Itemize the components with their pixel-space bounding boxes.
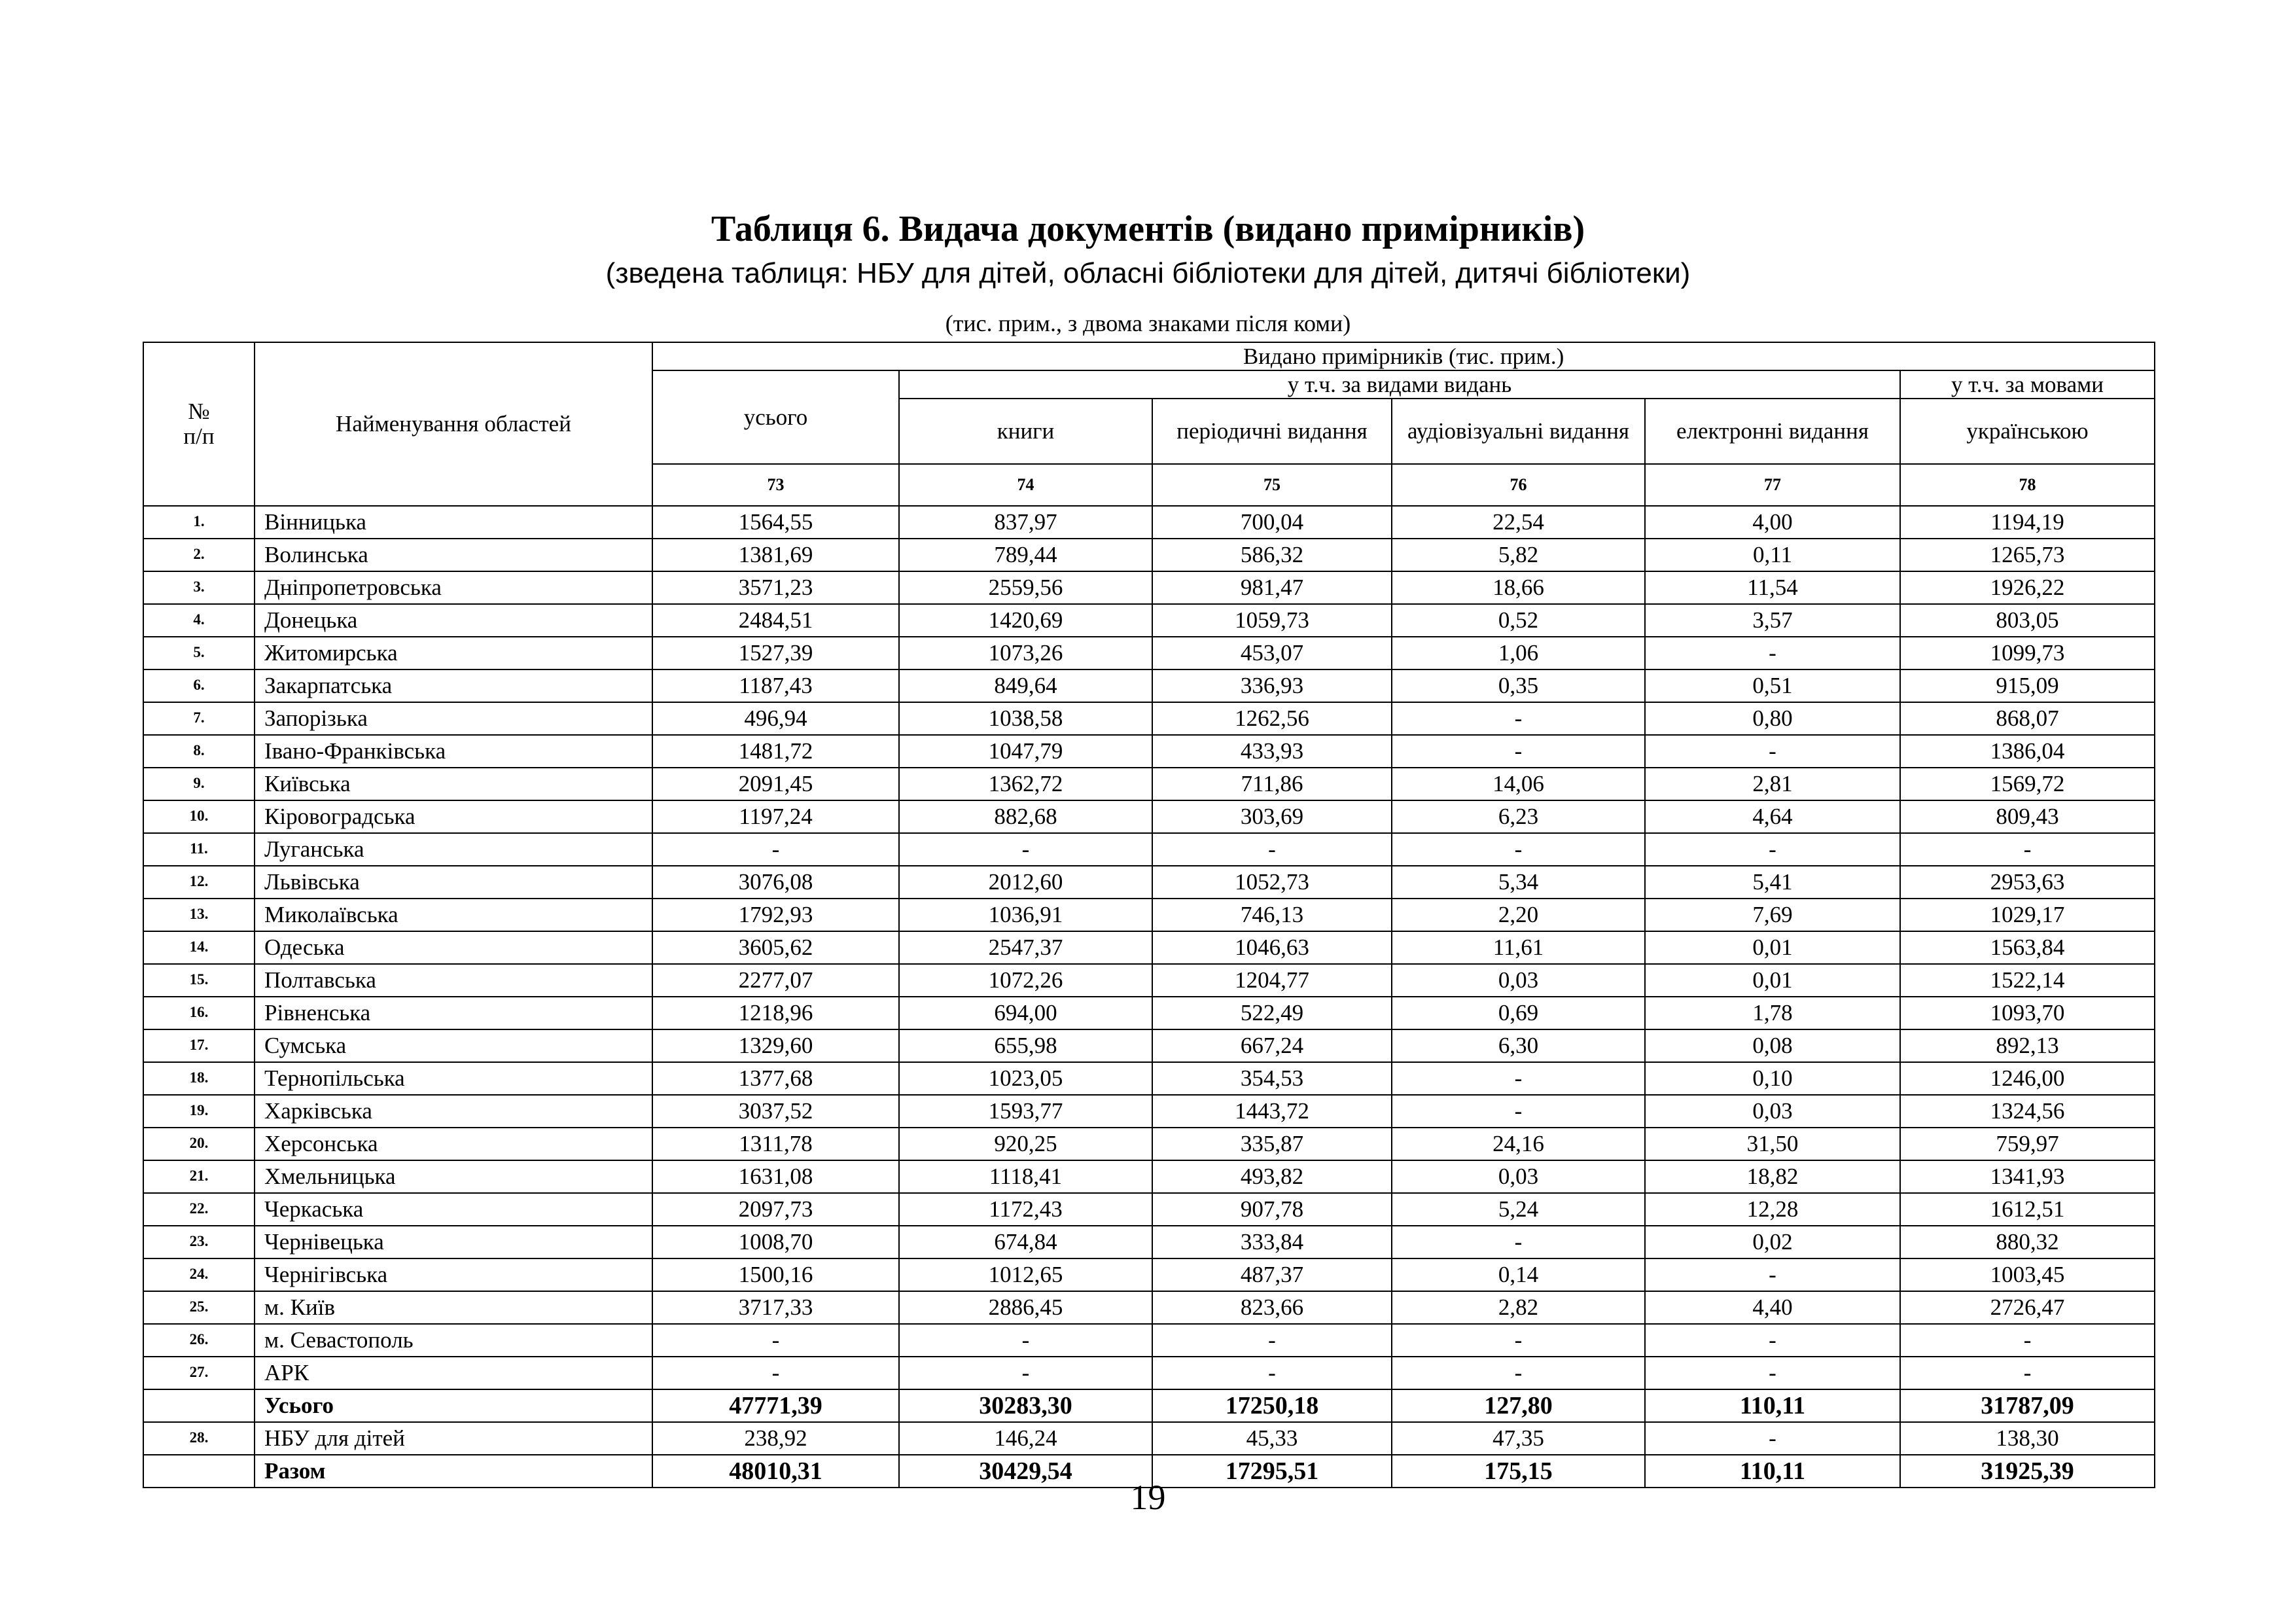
region-name: Рівненська — [255, 997, 652, 1029]
row-number: 18. — [143, 1062, 255, 1095]
value-cell: 1012,65 — [899, 1258, 1152, 1291]
value-cell: 1926,22 — [1900, 571, 2155, 604]
region-name: АРК — [255, 1357, 652, 1389]
value-cell: 759,97 — [1900, 1128, 2155, 1160]
row-number: 6. — [143, 669, 255, 702]
header-periodicals: періодичні видання — [1152, 399, 1392, 464]
value-cell: 303,69 — [1152, 800, 1392, 833]
value-cell: 0,01 — [1645, 931, 1900, 964]
value-cell: 24,16 — [1392, 1128, 1645, 1160]
value-cell: 880,32 — [1900, 1226, 2155, 1258]
value-cell: 1072,26 — [899, 964, 1152, 997]
value-cell: 45,33 — [1152, 1422, 1392, 1455]
value-cell: 789,44 — [899, 539, 1152, 571]
value-cell: 3717,33 — [652, 1291, 899, 1324]
table-row — [143, 1357, 2155, 1389]
region-name: Львівська — [255, 866, 652, 899]
table-row — [143, 506, 2155, 539]
value-cell: 11,61 — [1392, 931, 1645, 964]
region-name: Закарпатська — [255, 669, 652, 702]
value-cell: 0,02 — [1645, 1226, 1900, 1258]
value-cell: 981,47 — [1152, 571, 1392, 604]
table-row — [143, 735, 2155, 768]
value-cell: 127,80 — [1392, 1389, 1645, 1422]
value-cell: - — [1645, 1422, 1900, 1455]
value-cell: 0,35 — [1392, 669, 1645, 702]
value-cell: 7,69 — [1645, 899, 1900, 931]
value-cell: 1481,72 — [652, 735, 899, 768]
value-cell: 1197,24 — [652, 800, 899, 833]
region-name: Харківська — [255, 1095, 652, 1128]
region-name: Чернівецька — [255, 1226, 652, 1258]
value-cell: 138,30 — [1900, 1422, 2155, 1455]
value-cell: 882,68 — [899, 800, 1152, 833]
value-cell: 1386,04 — [1900, 735, 2155, 768]
value-cell: 2,20 — [1392, 899, 1645, 931]
value-cell: 1204,77 — [1152, 964, 1392, 997]
value-cell: - — [1645, 637, 1900, 669]
table-row — [143, 1062, 2155, 1095]
value-cell: 1194,19 — [1900, 506, 2155, 539]
value-cell: 2,82 — [1392, 1291, 1645, 1324]
value-cell: - — [652, 1357, 899, 1389]
region-name: м. Київ — [255, 1291, 652, 1324]
header-electronic: електронні видання — [1645, 399, 1900, 464]
value-cell: 1,06 — [1392, 637, 1645, 669]
value-cell: 146,24 — [899, 1422, 1152, 1455]
value-cell: 1099,73 — [1900, 637, 2155, 669]
value-cell: 2726,47 — [1900, 1291, 2155, 1324]
value-cell: 667,24 — [1152, 1029, 1392, 1062]
page-number: 19 — [1130, 1478, 1166, 1517]
value-cell: - — [652, 833, 899, 866]
value-cell: - — [1392, 1357, 1645, 1389]
region-name: Херсонська — [255, 1128, 652, 1160]
table-row — [143, 833, 2155, 866]
value-cell: 655,98 — [899, 1029, 1152, 1062]
value-cell: 336,93 — [1152, 669, 1392, 702]
value-cell: 1527,39 — [652, 637, 899, 669]
value-cell: 0,14 — [1392, 1258, 1645, 1291]
value-cell: 333,84 — [1152, 1226, 1392, 1258]
value-cell: 1311,78 — [652, 1128, 899, 1160]
value-cell: 335,87 — [1152, 1128, 1392, 1160]
value-cell: 1003,45 — [1900, 1258, 2155, 1291]
value-cell: 1329,60 — [652, 1029, 899, 1062]
value-cell: 674,84 — [899, 1226, 1152, 1258]
row-number: 23. — [143, 1226, 255, 1258]
region-name: Чернігівська — [255, 1258, 652, 1291]
value-cell: 496,94 — [652, 702, 899, 735]
value-cell: 1008,70 — [652, 1226, 899, 1258]
value-cell: 711,86 — [1152, 768, 1392, 800]
value-cell: 920,25 — [899, 1128, 1152, 1160]
value-cell: 915,09 — [1900, 669, 2155, 702]
value-cell: 0,03 — [1645, 1095, 1900, 1128]
table-row — [143, 637, 2155, 669]
value-cell: 18,82 — [1645, 1160, 1900, 1193]
value-cell: - — [1152, 833, 1392, 866]
row-number: 10. — [143, 800, 255, 833]
value-cell: 1073,26 — [899, 637, 1152, 669]
value-cell: - — [1392, 702, 1645, 735]
region-name: Донецька — [255, 604, 652, 637]
table-row — [143, 1193, 2155, 1226]
row-number: 3. — [143, 571, 255, 604]
value-cell: 823,66 — [1152, 1291, 1392, 1324]
table-title: Таблиця 6. Видача документів (видано примірників) — [711, 209, 1585, 249]
value-cell: 3571,23 — [652, 571, 899, 604]
header-audiovisual: аудіовізуальні видання — [1392, 399, 1645, 464]
row-number: 19. — [143, 1095, 255, 1128]
value-cell: 1564,55 — [652, 506, 899, 539]
table-header — [143, 342, 2155, 506]
value-cell: - — [1392, 735, 1645, 768]
row-number: 14. — [143, 931, 255, 964]
value-cell: 453,07 — [1152, 637, 1392, 669]
value-cell: 2012,60 — [899, 866, 1152, 899]
row-number: 27. — [143, 1357, 255, 1389]
header-region: Найменування областей — [255, 342, 652, 506]
table-row — [143, 964, 2155, 997]
value-cell: 1029,17 — [1900, 899, 2155, 931]
region-name: м. Севастополь — [255, 1324, 652, 1357]
row-number: 1. — [143, 506, 255, 539]
row-number: 4. — [143, 604, 255, 637]
value-cell: 1059,73 — [1152, 604, 1392, 637]
header-books: книги — [899, 399, 1152, 464]
value-cell: 11,54 — [1645, 571, 1900, 604]
value-cell: 1118,41 — [899, 1160, 1152, 1193]
value-cell: 433,93 — [1152, 735, 1392, 768]
value-cell: 1420,69 — [899, 604, 1152, 637]
header-by-language: у т.ч. за мовами — [1900, 370, 2155, 399]
value-cell: 3605,62 — [652, 931, 899, 964]
value-cell: 31,50 — [1645, 1128, 1900, 1160]
table-row — [143, 1095, 2155, 1128]
value-cell: 2484,51 — [652, 604, 899, 637]
value-cell: 1569,72 — [1900, 768, 2155, 800]
value-cell: 0,52 — [1392, 604, 1645, 637]
value-cell: - — [652, 1324, 899, 1357]
value-cell: 1172,43 — [899, 1193, 1152, 1226]
region-name: Сумська — [255, 1029, 652, 1062]
value-cell: 0,69 — [1392, 997, 1645, 1029]
units-note: (тис. прим., з двома знаками після коми) — [945, 310, 1351, 336]
value-cell: 4,40 — [1645, 1291, 1900, 1324]
value-cell: 12,28 — [1645, 1193, 1900, 1226]
value-cell: 2277,07 — [652, 964, 899, 997]
value-cell: - — [1900, 1324, 2155, 1357]
value-cell: 1052,73 — [1152, 866, 1392, 899]
value-cell: - — [1645, 1324, 1900, 1357]
value-cell: 17295,51 — [1152, 1455, 1392, 1488]
value-cell: - — [899, 833, 1152, 866]
value-cell: - — [899, 1324, 1152, 1357]
row-number: 8. — [143, 735, 255, 768]
value-cell: 1187,43 — [652, 669, 899, 702]
value-cell: - — [1392, 833, 1645, 866]
value-cell: 3037,52 — [652, 1095, 899, 1128]
table-row — [143, 571, 2155, 604]
value-cell: 31787,09 — [1900, 1389, 2155, 1422]
value-cell: 694,00 — [899, 997, 1152, 1029]
table-row — [143, 899, 2155, 931]
value-cell: - — [1645, 735, 1900, 768]
value-cell: 892,13 — [1900, 1029, 2155, 1062]
value-cell: 1036,91 — [899, 899, 1152, 931]
value-cell: 1324,56 — [1900, 1095, 2155, 1128]
region-name: Вінницька — [255, 506, 652, 539]
value-cell: 17250,18 — [1152, 1389, 1392, 1422]
region-name: Дніпропетровська — [255, 571, 652, 604]
table-row — [143, 539, 2155, 571]
value-cell: 0,03 — [1392, 1160, 1645, 1193]
region-name: Разом — [255, 1455, 652, 1488]
value-cell: 522,49 — [1152, 997, 1392, 1029]
value-cell: 0,03 — [1392, 964, 1645, 997]
value-cell: 1443,72 — [1152, 1095, 1392, 1128]
header-num: № п/п — [143, 342, 255, 506]
value-cell: 1218,96 — [652, 997, 899, 1029]
col-number: 74 — [899, 464, 1152, 506]
region-name: Волинська — [255, 539, 652, 571]
issuance-table — [143, 342, 2155, 1488]
value-cell: 700,04 — [1152, 506, 1392, 539]
table-row — [143, 1128, 2155, 1160]
value-cell: 354,53 — [1152, 1062, 1392, 1095]
value-cell: 30429,54 — [899, 1455, 1152, 1488]
region-name: НБУ для дітей — [255, 1422, 652, 1455]
value-cell: 1631,08 — [652, 1160, 899, 1193]
value-cell: 0,10 — [1645, 1062, 1900, 1095]
row-number: 22. — [143, 1193, 255, 1226]
table-row — [143, 1226, 2155, 1258]
value-cell: 6,30 — [1392, 1029, 1645, 1062]
region-name: Одеська — [255, 931, 652, 964]
value-cell: 907,78 — [1152, 1193, 1392, 1226]
table-row — [143, 1422, 2155, 1455]
value-cell: - — [1392, 1226, 1645, 1258]
row-number: 12. — [143, 866, 255, 899]
value-cell: 14,06 — [1392, 768, 1645, 800]
region-name: Житомирська — [255, 637, 652, 669]
value-cell: 175,15 — [1392, 1455, 1645, 1488]
value-cell: 31925,39 — [1900, 1455, 2155, 1488]
col-number: 76 — [1392, 464, 1645, 506]
value-cell: 47,35 — [1392, 1422, 1645, 1455]
value-cell: 3076,08 — [652, 866, 899, 899]
value-cell: 1792,93 — [652, 899, 899, 931]
table-row — [143, 669, 2155, 702]
table-row — [143, 866, 2155, 899]
value-cell: 493,82 — [1152, 1160, 1392, 1193]
value-cell: 6,23 — [1392, 800, 1645, 833]
row-number: 28. — [143, 1422, 255, 1455]
table-row — [143, 768, 2155, 800]
value-cell: 2886,45 — [899, 1291, 1152, 1324]
table-row — [143, 1258, 2155, 1291]
value-cell: 5,41 — [1645, 866, 1900, 899]
value-cell: 1362,72 — [899, 768, 1152, 800]
table-row — [143, 1029, 2155, 1062]
header-issued: Видано примірників (тис. прим.) — [652, 342, 2155, 370]
value-cell: 1046,63 — [1152, 931, 1392, 964]
table-subtitle: (зведена таблиця: НБУ для дітей, обласні бібліотеки для дітей, дитячі бібліотеки) — [605, 257, 1691, 289]
value-cell: 2953,63 — [1900, 866, 2155, 899]
table-row — [143, 702, 2155, 735]
region-name: Усього — [255, 1389, 652, 1422]
value-cell: 1,78 — [1645, 997, 1900, 1029]
value-cell: 238,92 — [652, 1422, 899, 1455]
row-number: 20. — [143, 1128, 255, 1160]
value-cell: 1093,70 — [1900, 997, 2155, 1029]
table-row — [143, 1291, 2155, 1324]
col-number: 77 — [1645, 464, 1900, 506]
value-cell: 849,64 — [899, 669, 1152, 702]
region-name: Черкаська — [255, 1193, 652, 1226]
row-number: 21. — [143, 1160, 255, 1193]
value-cell: 3,57 — [1645, 604, 1900, 637]
value-cell: 1265,73 — [1900, 539, 2155, 571]
col-number: 75 — [1152, 464, 1392, 506]
value-cell: 2,81 — [1645, 768, 1900, 800]
value-cell: - — [1392, 1062, 1645, 1095]
value-cell: 837,97 — [899, 506, 1152, 539]
value-cell: 0,80 — [1645, 702, 1900, 735]
value-cell: 5,34 — [1392, 866, 1645, 899]
header-by-type: у т.ч. за видами видань — [899, 370, 1900, 399]
row-number: 24. — [143, 1258, 255, 1291]
value-cell: - — [1152, 1324, 1392, 1357]
row-number: 15. — [143, 964, 255, 997]
region-name: Київська — [255, 768, 652, 800]
row-number: 16. — [143, 997, 255, 1029]
row-number: 7. — [143, 702, 255, 735]
value-cell: - — [1392, 1324, 1645, 1357]
value-cell: 1563,84 — [1900, 931, 2155, 964]
value-cell: 1023,05 — [899, 1062, 1152, 1095]
value-cell: 1593,77 — [899, 1095, 1152, 1128]
value-cell: 487,37 — [1152, 1258, 1392, 1291]
value-cell: - — [1645, 1258, 1900, 1291]
col-number: 78 — [1900, 464, 2155, 506]
value-cell: - — [1392, 1095, 1645, 1128]
value-cell: 2091,45 — [652, 768, 899, 800]
value-cell: 2097,73 — [652, 1193, 899, 1226]
table-row — [143, 931, 2155, 964]
row-number: 5. — [143, 637, 255, 669]
value-cell: - — [1900, 833, 2155, 866]
row-number: 26. — [143, 1324, 255, 1357]
row-number: 13. — [143, 899, 255, 931]
value-cell: 0,01 — [1645, 964, 1900, 997]
region-name: Тернопільська — [255, 1062, 652, 1095]
row-number: 25. — [143, 1291, 255, 1324]
table-row — [143, 1324, 2155, 1357]
value-cell: 1038,58 — [899, 702, 1152, 735]
region-name: Луганська — [255, 833, 652, 866]
region-name: Запорізька — [255, 702, 652, 735]
row-number — [143, 1389, 255, 1422]
table-row — [143, 997, 2155, 1029]
value-cell: - — [1645, 833, 1900, 866]
row-number: 9. — [143, 768, 255, 800]
value-cell: 803,05 — [1900, 604, 2155, 637]
value-cell: - — [1152, 1357, 1392, 1389]
value-cell: 110,11 — [1645, 1389, 1900, 1422]
value-cell: 48010,31 — [652, 1455, 899, 1488]
value-cell: 18,66 — [1392, 571, 1645, 604]
row-number: 11. — [143, 833, 255, 866]
value-cell: 4,64 — [1645, 800, 1900, 833]
value-cell: - — [1645, 1357, 1900, 1389]
value-cell: 0,08 — [1645, 1029, 1900, 1062]
value-cell: 30283,30 — [899, 1389, 1152, 1422]
row-number: 2. — [143, 539, 255, 571]
value-cell: - — [1900, 1357, 2155, 1389]
value-cell: 5,82 — [1392, 539, 1645, 571]
value-cell: 0,51 — [1645, 669, 1900, 702]
row-number: 17. — [143, 1029, 255, 1062]
region-name: Полтавська — [255, 964, 652, 997]
region-name: Івано-Франківська — [255, 735, 652, 768]
value-cell: 746,13 — [1152, 899, 1392, 931]
value-cell: 1262,56 — [1152, 702, 1392, 735]
region-name: Кіровоградська — [255, 800, 652, 833]
region-name: Миколаївська — [255, 899, 652, 931]
value-cell: 2559,56 — [899, 571, 1152, 604]
value-cell: 47771,39 — [652, 1389, 899, 1422]
value-cell: 1500,16 — [652, 1258, 899, 1291]
value-cell: 586,32 — [1152, 539, 1392, 571]
table-row — [143, 1389, 2155, 1422]
table-row — [143, 604, 2155, 637]
region-name: Хмельницька — [255, 1160, 652, 1193]
value-cell: 110,11 — [1645, 1455, 1900, 1488]
value-cell: 0,11 — [1645, 539, 1900, 571]
value-cell: 1522,14 — [1900, 964, 2155, 997]
table-row — [143, 800, 2155, 833]
table-row — [143, 1160, 2155, 1193]
value-cell: 5,24 — [1392, 1193, 1645, 1226]
value-cell: 868,07 — [1900, 702, 2155, 735]
header-total: усього — [652, 370, 899, 464]
value-cell: 1381,69 — [652, 539, 899, 571]
value-cell: 2547,37 — [899, 931, 1152, 964]
table-body — [143, 506, 2155, 1488]
value-cell: 4,00 — [1645, 506, 1900, 539]
value-cell: 22,54 — [1392, 506, 1645, 539]
value-cell: 1246,00 — [1900, 1062, 2155, 1095]
header-ukrainian: українською — [1900, 399, 2155, 464]
value-cell: 1341,93 — [1900, 1160, 2155, 1193]
value-cell: 1047,79 — [899, 735, 1152, 768]
value-cell: - — [899, 1357, 1152, 1389]
col-number: 73 — [652, 464, 899, 506]
value-cell: 809,43 — [1900, 800, 2155, 833]
value-cell: 1612,51 — [1900, 1193, 2155, 1226]
value-cell: 1377,68 — [652, 1062, 899, 1095]
